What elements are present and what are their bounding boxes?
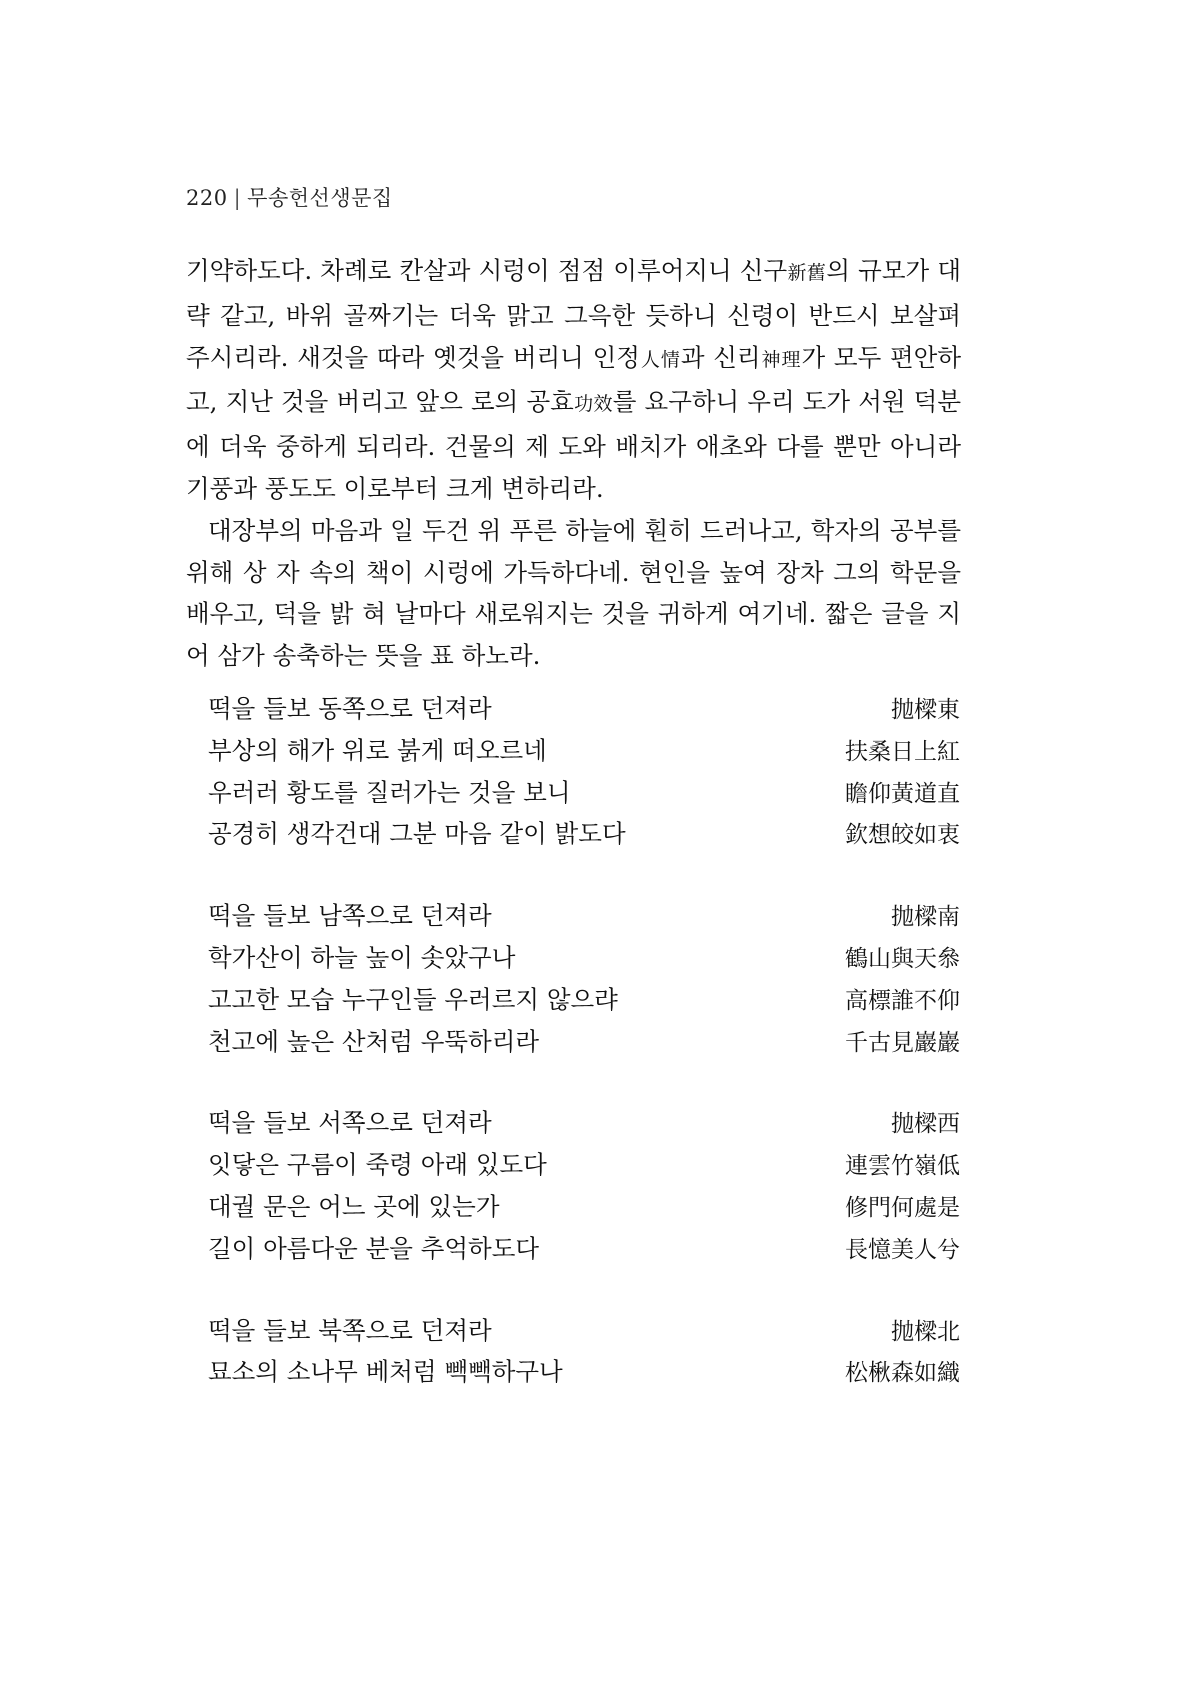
stanza-south	[208, 895, 960, 1062]
poem-line	[208, 730, 960, 772]
stanza-west	[208, 1102, 960, 1269]
prose-line: 로의 공효功效를 요구하니 우리 도가 서원 덕분에 더욱 중하게 되리라. 건물의 제	[186, 387, 961, 462]
poem-line-korean: 우러러 황도를 질러가는 것을 보니	[208, 777, 571, 807]
poem-line-korean: 천고에 높은 산처럼 우뚝하리라	[208, 1026, 540, 1056]
poem-line-korean: 대궐 문은 어느 곳에 있는가	[208, 1191, 500, 1221]
hanja-gloss: 新舊	[787, 262, 827, 284]
poem-section	[208, 688, 960, 1433]
poem-line	[208, 895, 960, 937]
stanza-north	[208, 1310, 960, 1394]
poem-line-hanja: 修門何處是	[845, 1194, 960, 1221]
poem-line	[208, 1228, 960, 1270]
poem-line-hanja: 長憶美人兮	[845, 1236, 960, 1263]
poem-line-hanja: 連雲竹嶺低	[845, 1153, 960, 1180]
prose-line: 기약하도다. 차례로 칸살과 시렁이 점점 이루어지니 신구新舊의 규모가 대략 같고,	[186, 256, 961, 330]
prose-line: 바위 골짜기는 더욱 맑고 그윽한 듯하니 신령이 반드시 보살펴 주시리라. 새것을	[186, 300, 961, 372]
prose-line: 대장부의 마음과 일 두건 위 푸른 하늘에 훤히 드러나고, 학자의 공부를 위해 상	[186, 515, 961, 587]
paragraph-1	[186, 250, 961, 510]
poem-line-korean: 고고한 모습 누구인들 우러르지 않으랴	[208, 984, 618, 1014]
poem-line-hanja: 抛樑北	[891, 1318, 960, 1345]
prose-line: 하노라.	[461, 641, 541, 671]
poem-line	[208, 1310, 960, 1352]
poem-line-hanja: 欽想皎如衷	[845, 822, 960, 849]
poem-line	[208, 979, 960, 1021]
poem-line-hanja: 扶桑日上紅	[845, 738, 960, 765]
stanza-east	[208, 688, 960, 855]
poem-line	[208, 1186, 960, 1228]
poem-line-hanja: 鶴山與天叅	[845, 945, 960, 972]
prose-line: 혀 날마다 새로워지는 것을 귀하게 여기네. 짧은 글을 지어 삼가 송축하는 뜻을 표	[186, 599, 961, 671]
poem-line	[208, 772, 960, 814]
poem-line	[208, 1102, 960, 1144]
page-number: 220	[186, 186, 228, 210]
poem-line-korean: 공경히 생각건대 그분 마음 같이 밝도다	[208, 819, 626, 849]
poem-line	[208, 1021, 960, 1063]
book-title: 무송헌선생문집	[247, 186, 393, 210]
poem-line-korean: 잇닿은 구름이 죽령 아래 있도다	[208, 1150, 547, 1180]
hanja-gloss: 功效	[573, 393, 613, 416]
poem-line-korean: 떡을 들보 서쪽으로 던져라	[208, 1108, 492, 1138]
prose-line: 따라 옛것을 버리니 인정人情과 신리神理가 모두 편안하고, 지난 것을 버리고 앞으	[186, 342, 962, 417]
poem-line-korean: 길이 아름다운 분을 추억하도다	[208, 1233, 540, 1263]
poem-line-hanja: 高標誰不仰	[845, 987, 960, 1014]
hanja-gloss: 神理	[760, 348, 802, 371]
hanja-gloss: 人情	[639, 348, 681, 371]
prose-line: 도와 배치가 애초와 다를 뿐만 아니라 기풍과 풍도도 이로부터 크게 변하리라.	[186, 432, 961, 503]
running-header	[186, 182, 393, 212]
paragraph-2	[186, 510, 961, 677]
poem-line	[208, 1351, 960, 1393]
poem-line-korean: 떡을 들보 남쪽으로 던져라	[208, 901, 492, 931]
poem-line-korean: 떡을 들보 동쪽으로 던져라	[208, 694, 492, 723]
poem-line-hanja: 抛樑東	[891, 697, 960, 723]
header-separator: |	[233, 186, 242, 210]
poem-line-hanja: 瞻仰黃道直	[845, 780, 960, 807]
poem-line	[208, 937, 960, 979]
poem-line-hanja: 千古見巖巖	[845, 1029, 960, 1056]
prose-line: 자 속의 책이 시렁에 가득하다네. 현인을 높여 장차 그의 학문을 배우고, 덕을 밝	[186, 557, 961, 629]
prose-section	[186, 250, 961, 677]
poem-line	[208, 1144, 960, 1186]
poem-line	[208, 688, 960, 730]
poem-line-hanja: 抛樑南	[891, 904, 960, 931]
poem-line-korean: 떡을 들보 북쪽으로 던져라	[208, 1315, 492, 1345]
poem-line-korean: 묘소의 소나무 베처럼 빽빽하구나	[208, 1357, 563, 1387]
poem-line-hanja: 抛樑西	[891, 1111, 960, 1138]
poem-line-korean: 학가산이 하늘 높이 솟았구나	[208, 942, 516, 972]
poem-line	[208, 813, 960, 855]
poem-line-hanja: 松楸森如織	[845, 1360, 960, 1387]
poem-line-korean: 부상의 해가 위로 붉게 떠오르네	[208, 735, 547, 765]
